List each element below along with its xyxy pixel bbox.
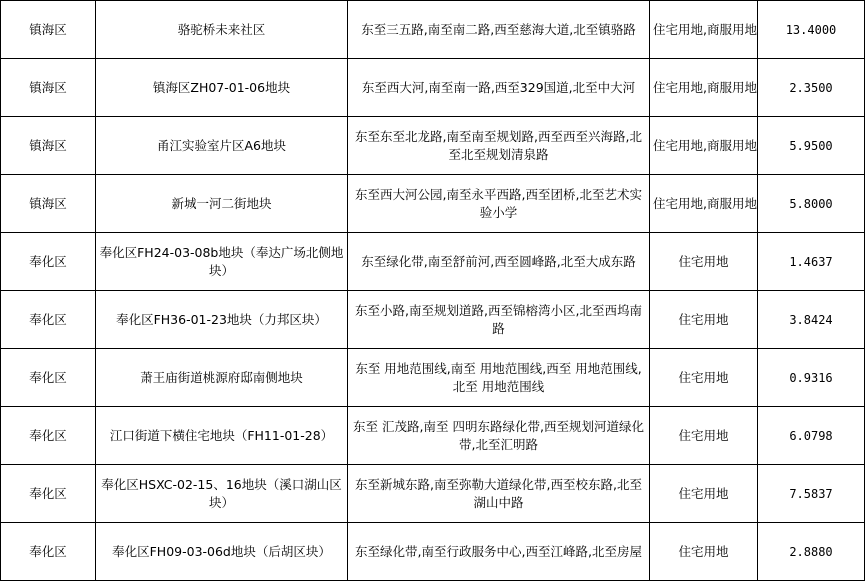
land-use-cell: 住宅用地,商服用地: [650, 59, 758, 117]
area-cell: 5.9500: [758, 117, 865, 175]
boundaries-cell: 东至西大河公园,南至永平西路,西至团桥,北至艺术实验小学: [348, 175, 650, 233]
parcel-name-cell: 镇海区ZH07-01-06地块: [96, 59, 348, 117]
land-use-cell: 住宅用地: [650, 291, 758, 349]
land-use-cell: 住宅用地,商服用地: [650, 1, 758, 59]
district-cell: 奉化区: [1, 291, 96, 349]
table-row: [1, 291, 865, 349]
boundaries-cell: 东至三五路,南至南二路,西至慈海大道,北至镇骆路: [348, 1, 650, 59]
boundaries-cell: 东至新城东路,南至弥勒大道绿化带,西至校东路,北至湖山中路: [348, 465, 650, 523]
district-cell: 镇海区: [1, 59, 96, 117]
parcel-name-cell: 萧王庙街道桃源府邸南侧地块: [96, 349, 348, 407]
boundaries-cell: 东至东至北龙路,南至南至规划路,西至西至兴海路,北至北至规划清泉路: [348, 117, 650, 175]
table-row: [1, 465, 865, 523]
boundaries-cell: 东至绿化带,南至行政服务中心,西至江峰路,北至房屋: [348, 523, 650, 581]
area-cell: 2.3500: [758, 59, 865, 117]
land-use-cell: 住宅用地: [650, 407, 758, 465]
district-cell: 奉化区: [1, 465, 96, 523]
boundaries-cell: 东至西大河,南至南一路,西至329国道,北至中大河: [348, 59, 650, 117]
district-cell: 奉化区: [1, 349, 96, 407]
parcel-name-cell: 奉化区FH36-01-23地块（力邦区块）: [96, 291, 348, 349]
area-cell: 3.8424: [758, 291, 865, 349]
parcel-name-cell: 奉化区FH09-03-06d地块（后胡区块）: [96, 523, 348, 581]
boundaries-cell: 东至 汇茂路,南至 四明东路绿化带,西至规划河道绿化带,北至汇明路: [348, 407, 650, 465]
district-cell: 镇海区: [1, 175, 96, 233]
table-row: [1, 349, 865, 407]
boundaries-cell: 东至 用地范围线,南至 用地范围线,西至 用地范围线,北至 用地范围线: [348, 349, 650, 407]
boundaries-cell: 东至小路,南至规划道路,西至锦榕湾小区,北至西坞南路: [348, 291, 650, 349]
land-use-cell: 住宅用地,商服用地: [650, 117, 758, 175]
district-cell: 奉化区: [1, 523, 96, 581]
land-use-cell: 住宅用地: [650, 465, 758, 523]
land-use-cell: 住宅用地,商服用地: [650, 175, 758, 233]
land-use-cell: 住宅用地: [650, 233, 758, 291]
table-row: [1, 117, 865, 175]
land-use-cell: 住宅用地: [650, 523, 758, 581]
area-cell: 6.0798: [758, 407, 865, 465]
area-cell: 1.4637: [758, 233, 865, 291]
land-use-cell: 住宅用地: [650, 349, 758, 407]
area-cell: 0.9316: [758, 349, 865, 407]
parcel-name-cell: 江口街道下横住宅地块（FH11-01-28）: [96, 407, 348, 465]
district-cell: 镇海区: [1, 117, 96, 175]
area-cell: 2.8880: [758, 523, 865, 581]
table-row: [1, 233, 865, 291]
table-row: [1, 59, 865, 117]
parcel-name-cell: 奉化区FH24-03-08b地块（奉达广场北侧地块）: [96, 233, 348, 291]
table-row: [1, 523, 865, 581]
area-cell: 7.5837: [758, 465, 865, 523]
parcel-name-cell: 骆驼桥未来社区: [96, 1, 348, 59]
table-row: [1, 407, 865, 465]
area-cell: 5.8000: [758, 175, 865, 233]
parcel-name-cell: 新城一河二街地块: [96, 175, 348, 233]
district-cell: 奉化区: [1, 233, 96, 291]
parcel-name-cell: 奉化区HSXC-02-15、16地块（溪口湖山区块）: [96, 465, 348, 523]
parcel-name-cell: 甬江实验室片区A6地块: [96, 117, 348, 175]
district-cell: 奉化区: [1, 407, 96, 465]
district-cell: 镇海区: [1, 1, 96, 59]
table-row: [1, 1, 865, 59]
table-row: [1, 175, 865, 233]
area-cell: 13.4000: [758, 1, 865, 59]
boundaries-cell: 东至绿化带,南至舒前河,西至圆峰路,北至大成东路: [348, 233, 650, 291]
